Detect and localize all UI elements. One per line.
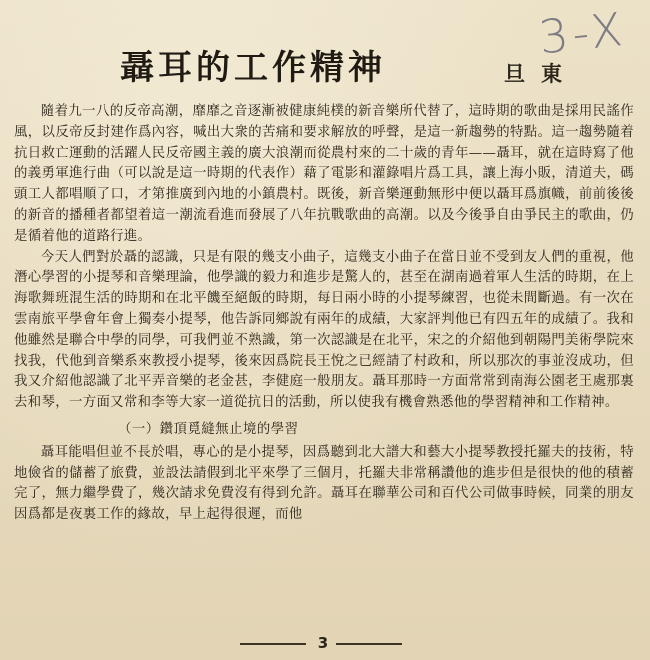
article-header	[0, 40, 650, 90]
article-title: 聶耳的工作精神	[120, 48, 386, 88]
body-paragraph: 隨着九一八的反帝高潮，靡靡之音逐漸被健康純樸的新音樂所代替了，這時期的歌曲是採用民謠作風，以反帝反封建作爲內容，喊出大衆的苦痛和要求解放的呼聲，是這一新趨勢的特點。這一趨勢隨着抗日救亡運動的活躍人民反帝國主義的廣大浪潮而從農村來的二十歲的青年——聶耳，就在這時寫了他的義勇軍進行曲（可以說是這一時期的代表作）藉了電影和灌錄唱片爲工具，讓上海小販，清道夫，碼頭工人都唱順了口，才第推廣到內地的小鎮農村。既後，新音樂運動無形中便以聶耳爲旗幟，前前後後的新音的播種者都望着這一潮流看進而發展了八年抗戰歌曲的高潮。以及今後爭自由爭民主的歌曲，仍是循着他的道路行進。	[14, 104, 634, 244]
body-paragraph: 今天人們對於聶的認識，只是有限的幾支小曲子，這幾支小曲子在當日並不受到友人們的重視，他潛心學習的小提琴和音樂理論，他學識的毅力和進步是驚人的，甚至在湖南過着軍人生活的時期，在上海歌舞班混生活的時期和在北平饑至絕飯的時期，每日兩小時的小提琴練習，也從未間斷過。有一次在雲南旅平學會年會上獨奏小提琴，他告訴同鄉說有兩年的成績，大家評判他已有四五年的成績了。我和他雖然是聯合中學的同學，可我們並不熟識，第一次認識是在北平，宋之的介紹他到朝陽門美術學院來找我，代他到音樂系來教授小提琴，後來因爲院長王悅之已經請了村政和，所以那次的事並沒成功，但我又介紹他認識了北平弄音樂的老金甚，李健庭一般朋友。聶耳那時一方面常常到南海公園老王處那裏去和琴，一方面又常和李等大家一道從抗日的活動，所以使我有機會熟悉他的學習精神和工作精神。	[14, 249, 634, 411]
article-body	[14, 102, 634, 526]
section-heading: （一）鑽頂覓縫無止境的學習	[118, 421, 299, 437]
page-number: 3	[317, 634, 329, 652]
footer-rule-left	[240, 643, 306, 645]
body-paragraph: 聶耳能唱但並不長於唱，專心的是小提琴，因爲聽到北大譜大和藝大小提琴教授托羅夫的技術，特地儉省的儲蓄了旅費，並設法請假到北平來學了三個月，托羅夫非常稱讚他的進步但是很快的他的積蓄完了，無力繼學費了，幾次請求免費沒有得到允許。聶耳在聯華公司和百代公司做事時候，同業的朋友因爲都是夜裏工作的緣故，早上起得很遲，而他	[14, 444, 634, 523]
footer-rule-right	[336, 643, 402, 645]
article-author: 旦東	[504, 61, 578, 86]
handwritten-page-mark: 3-X	[536, 1, 629, 65]
page-footer	[0, 634, 650, 654]
